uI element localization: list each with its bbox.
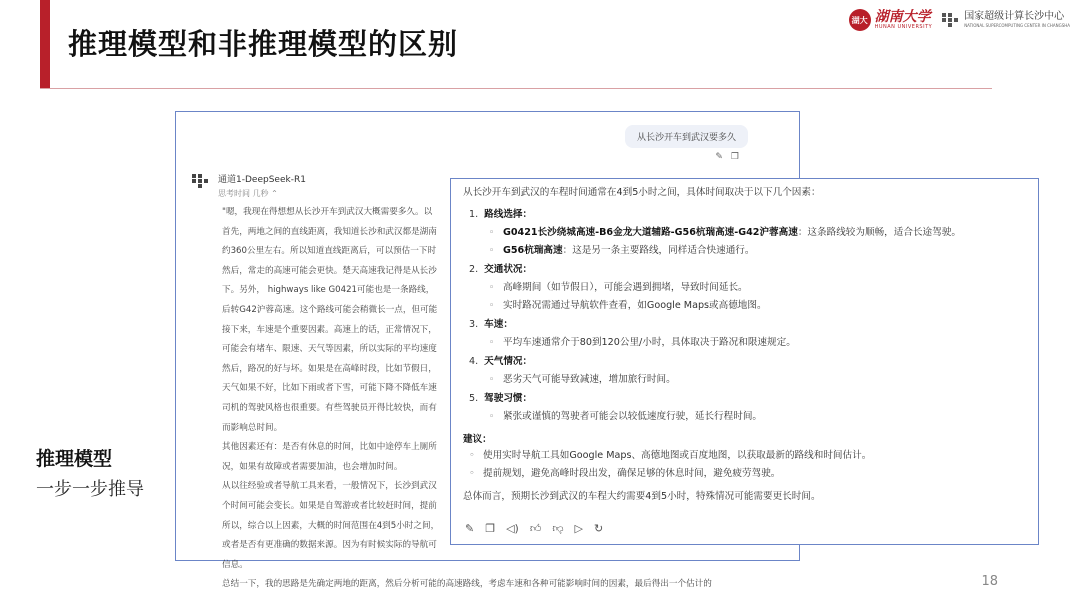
answer-sections: [463, 207, 1028, 426]
user-message-actions: [715, 152, 739, 162]
item-text: ：这是另一条主要路线，同样适合快速通行。: [562, 245, 755, 256]
reasoning-line: 总结一下，我的思路是先确定两地的距离，然后分析可能的高速路线，考虑车速和各种可能影响时间的因素，最后得出一个估计的: [222, 579, 712, 590]
reasoning-line: 然后，常走的高速可能会更快。楚天高速我记得是从长沙: [222, 265, 437, 276]
edit-icon[interactable]: ✎: [715, 152, 723, 162]
section-item: [489, 297, 1028, 315]
reasoning-line: 约360公里左右。所以知道直线距离后，可以预估一下时: [222, 246, 437, 257]
answer-intro: 从长沙开车到武汉的车程时间通常在4到5小时之间，具体时间取决于以下几个因素：: [463, 187, 821, 198]
answer-section: [469, 317, 1028, 352]
section-heading: 路线选择：: [484, 209, 533, 220]
thumbs-up-icon[interactable]: 👍︎: [529, 522, 542, 535]
section-title: [469, 207, 1028, 222]
item-text: 平均车速通常介于80到120公里/小时，具体取决于路况和限速规定。: [503, 337, 796, 348]
section-item: [489, 371, 1028, 389]
answer-section: [469, 207, 1028, 260]
item-bold: G0421长沙绕城高速-B6金龙大道辅路-G56杭瑞高速-G42沪蓉高速: [503, 227, 798, 238]
section-heading: 天气情况：: [484, 356, 533, 367]
slide-title: 推理模型和非推理模型的区别: [68, 27, 459, 61]
answer-toolbar: [465, 522, 603, 535]
play-icon[interactable]: ▷: [574, 522, 583, 535]
section-title: [469, 391, 1028, 406]
section-title: [469, 354, 1028, 369]
copy-icon[interactable]: ❐: [730, 152, 739, 162]
section-heading: 驾驶习惯：: [484, 393, 533, 404]
reasoning-line: 然后，路况的好与坏。如果是在高峰时段，比如节假日，: [222, 363, 437, 374]
hnu-name-en: HUNAN UNIVERSITY: [874, 24, 933, 30]
reasoning-line: 接下来，车速是个重要因素。高速上的话，正常情况下，: [222, 324, 437, 335]
reasoning-line: 其他因素还有：是否有休息的时间，比如中途停车上厕所: [222, 442, 437, 453]
nscc-logo: [942, 12, 1070, 28]
reasoning-line: 个时间可能会变长。如果是自驾游或者比较赶时间，提前: [222, 500, 437, 511]
section-item: [489, 408, 1028, 426]
recommendations-list: [463, 447, 1028, 483]
section-title: [469, 317, 1028, 332]
answer-summary: 总体而言，预期长沙到武汉的车程大约需要4到5小时，特殊情况可能需要更长时间。: [463, 491, 821, 502]
think-time-toggle[interactable]: 思考时间 几秒 ⌃: [218, 189, 278, 198]
section-item: [489, 334, 1028, 352]
section-item: [489, 279, 1028, 297]
bot-header: [192, 172, 306, 199]
item-text: 实时路况需通过导航软件查看，如Google Maps或高德地图。: [503, 300, 767, 311]
regenerate-icon[interactable]: ↻: [594, 522, 604, 535]
item-text: 高峰期间（如节假日），可能会遇到拥堵，导致时间延长。: [503, 282, 748, 293]
copy-icon[interactable]: ❐: [485, 522, 496, 535]
reasoning-line: 首先，两地之间的直线距离，我知道长沙和武汉都是湖南: [222, 226, 437, 237]
section-number: 5.: [469, 393, 479, 404]
chevron-up-icon: ⌃: [271, 189, 278, 198]
hnu-name-cn: 湖南大学: [874, 9, 931, 25]
hunan-university-logo: [849, 9, 933, 31]
answer-panel: [450, 178, 1039, 545]
answer-section: [469, 391, 1028, 426]
title-divider: [40, 88, 992, 89]
reasoning-line: 可能会有堵车、限速、天气等因素，所以实际的平均速度: [222, 344, 437, 355]
deepseek-logo-icon: [192, 174, 210, 188]
section-heading: 车速：: [484, 319, 513, 330]
reasoning-line: "嗯，我现在得想想从长沙开车到武汉大概需要多久。以: [222, 207, 433, 217]
item-text: 紧张或谨慎的驾驶者可能会以较低速度行驶，延长行程时间。: [503, 411, 763, 422]
edit-icon[interactable]: ✎: [465, 522, 475, 535]
reasoning-line: 或者是否有更准确的数据来源。因为有时候实际的导航可: [222, 540, 437, 551]
reasoning-line: 司机的驾驶风格也很重要。有些驾驶员开得比较快，而有: [222, 402, 437, 413]
reasoning-line: 天气如果不好，比如下雨或者下雪，可能下降不降低车速: [222, 383, 437, 394]
section-heading: 交通状况：: [484, 264, 533, 275]
reasoning-line: 从以往经验或者导航工具来看，一般情况下，长沙到武汉: [222, 481, 437, 492]
recommend-title: 建议：: [463, 434, 492, 445]
nscc-name-en: NATIONAL SUPERCOMPUTING CENTER IN CHANGSHA: [964, 23, 1070, 28]
answer-section: [469, 354, 1028, 389]
reasoning-line: 况，如果有故障或者需要加油，也会增加时间。: [222, 461, 403, 472]
page-number: 18: [981, 574, 998, 589]
section-title: [469, 262, 1028, 277]
thumbs-down-icon[interactable]: 👎︎: [552, 522, 564, 535]
section-number: 4.: [469, 356, 479, 367]
side-label: [36, 444, 144, 501]
nscc-name-cn: 国家超级计算长沙中心: [964, 11, 1065, 22]
section-item: [489, 242, 1028, 260]
recommendation-item: ◦ 使用实时导航工具如Google Maps、高德地图或百度地图，以获取最新的路线和时间估计。: [467, 447, 1028, 465]
reasoning-line: 而影响总时间。: [222, 422, 283, 433]
side-title: 推理模型: [36, 448, 113, 470]
section-number: 3.: [469, 319, 479, 330]
university-seal-icon: 湖大: [849, 9, 871, 31]
section-number: 1.: [469, 209, 479, 220]
title-accent-bar: [40, 0, 50, 88]
section-number: 2.: [469, 264, 479, 275]
logo-area: [849, 8, 1070, 32]
nscc-mark-icon: [942, 13, 960, 27]
bot-name: 通道1-DeepSeek-R1: [218, 175, 306, 185]
item-text: ：这条路线较为顺畅，适合长途驾驶。: [797, 227, 961, 238]
answer-section: [469, 262, 1028, 315]
reasoning-line: 下。另外， highways like G0421可能也是一条路线，: [222, 285, 435, 296]
item-text: 恶劣天气可能导致减速，增加旅行时间。: [503, 374, 676, 385]
user-message-bubble: 从长沙开车到武汉要多久: [625, 125, 748, 148]
reasoning-line: 后转G42沪蓉高速。这个路线可能会稍微长一点，但可能: [222, 304, 438, 315]
reasoning-line: 所以，综合以上因素，大概的时间范围在4到5小时之间，: [222, 520, 440, 531]
recommendation-item: ◦ 提前规划，避免高峰时段出发，确保足够的休息时间，避免疲劳驾驶。: [467, 465, 1028, 483]
speaker-icon[interactable]: ◁): [506, 522, 519, 535]
section-item: [489, 224, 1028, 242]
side-subtitle: 一步一步推导: [36, 479, 144, 500]
item-bold: G56杭瑞高速: [503, 245, 563, 256]
reasoning-line: 信息。: [222, 559, 248, 570]
